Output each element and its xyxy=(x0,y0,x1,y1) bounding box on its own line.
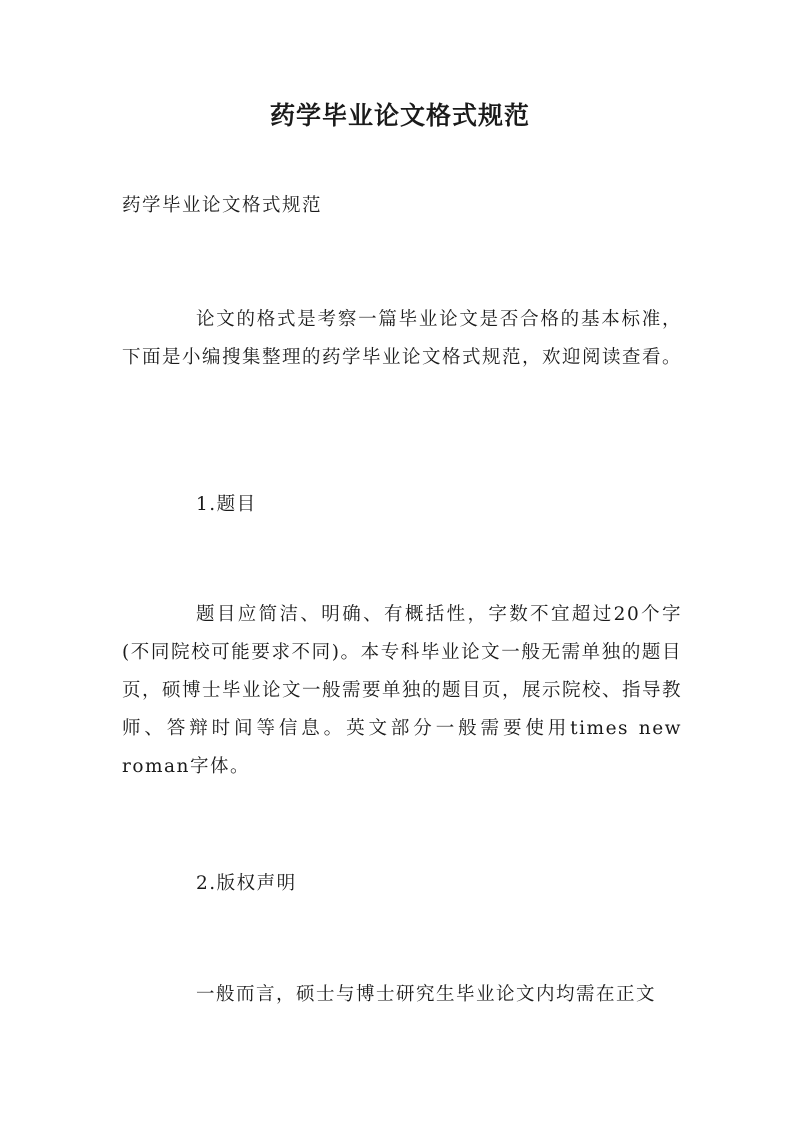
document-title: 药学毕业论文格式规范 xyxy=(269,101,530,130)
section-body-title: 题目应简洁、明确、有概括性，字数不宜超过20个字(不同院校可能要求不同)。本专科毕业论文一般无需单独的题目页，硕博士毕业论文一般需要单独的题目页，展示院校、指导教师、答辩时间等信息。英文部分一般需要使用times new roman字体。 xyxy=(122,604,683,777)
section-body-copyright: 一般而言，硕士与博士研究生毕业论文内均需在正文 xyxy=(196,984,657,1005)
section-heading-title: 1.题目 xyxy=(196,494,257,515)
intro-paragraph: 论文的格式是考察一篇毕业论文是否合格的基本标准，下面是小编搜集整理的药学毕业论文格式规范，欢迎阅读查看。 xyxy=(122,309,683,368)
document-subtitle: 药学毕业论文格式规范 xyxy=(122,195,323,216)
section-heading-copyright: 2.版权声明 xyxy=(196,873,297,894)
